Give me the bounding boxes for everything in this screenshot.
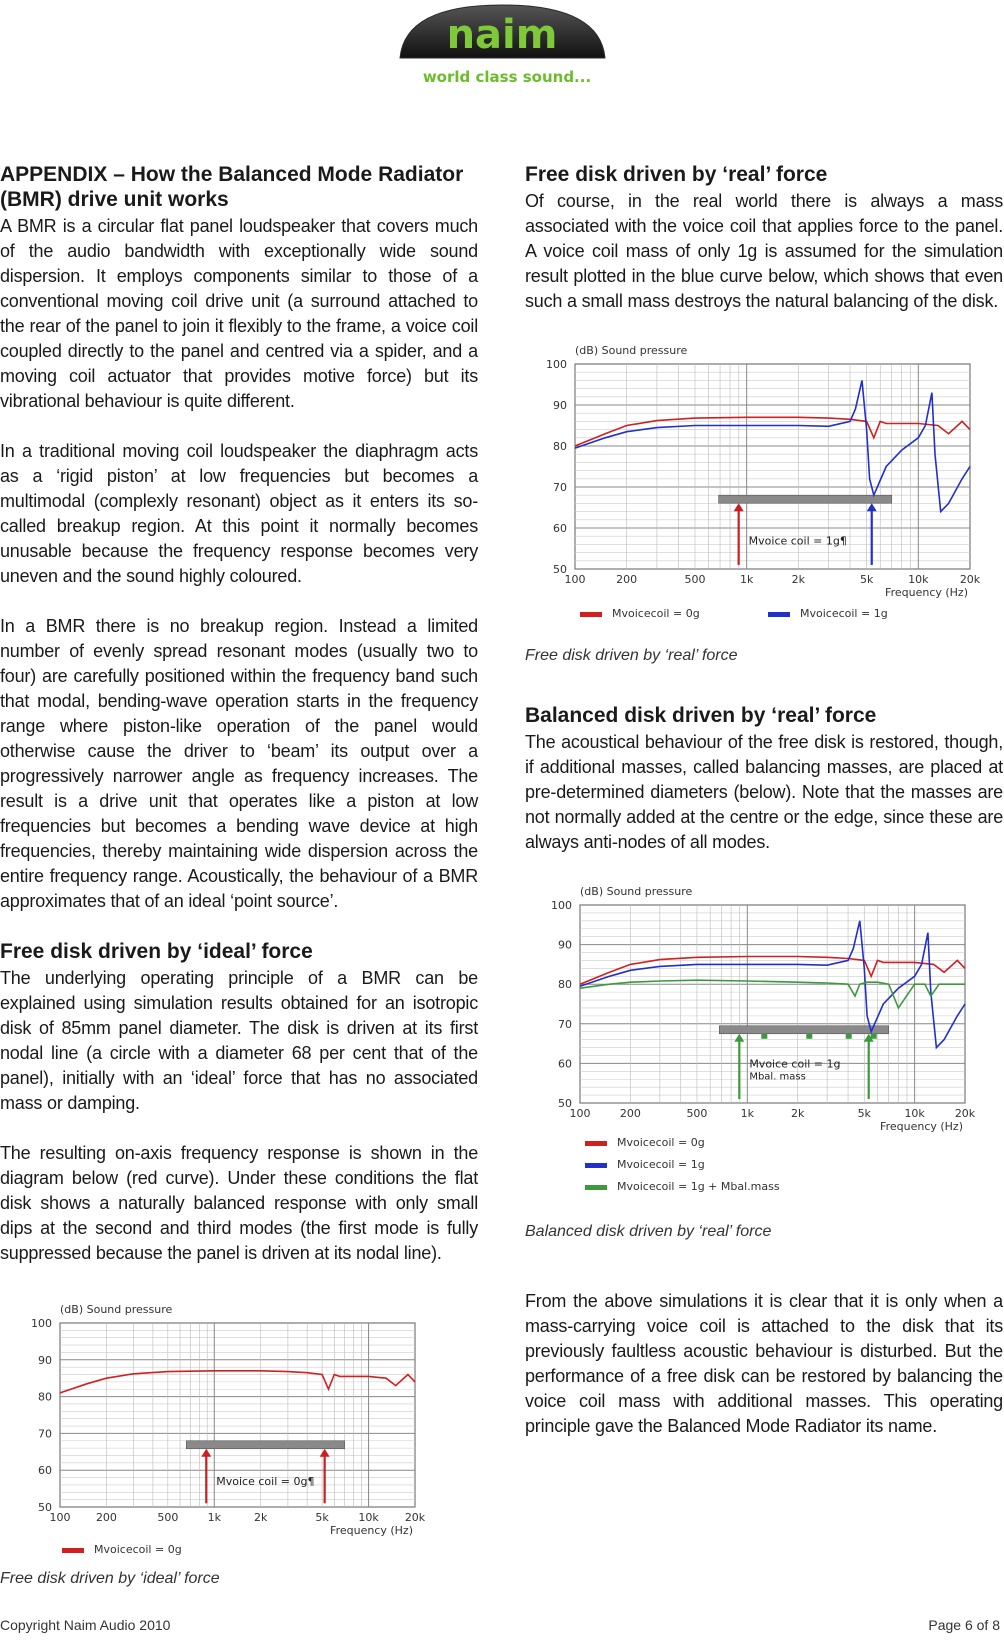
x-tick-label: 200: [616, 573, 638, 586]
x-tick-label: 2k: [791, 573, 806, 586]
right-column: [525, 162, 1003, 1464]
legend-swatch: [585, 1141, 607, 1146]
principle-paragraph: The underlying operating principle of a BMR can be explained using simulation results obtained for an isotropic disk of 85mm panel diameter. The disk is driven at its first nodal line (a circle with a diameter 68 per cent that of the panel), initially with an ‘ideal’ force that has no associated mass or damping.: [0, 968, 478, 1113]
legend-swatch: [580, 612, 602, 617]
y-tick-label: 90: [558, 938, 572, 952]
intro-paragraph: A BMR is a circular flat panel loudspeaker that covers much of the audio bandwidth with exceptionally wide sound dispersion. It employs components similar to those of a conventional moving coil drive unit (a surround attached to the rear of the panel to join it flexibly to the frame, a voice coil coupled directly to the panel and centred via a spider, and a moving coil actuator that provides motive force) but its vibrational behaviour is quite different.: [0, 216, 478, 411]
legend-swatch: [585, 1163, 607, 1168]
balanced-heading: Balanced disk driven by ‘real’ force: [525, 704, 877, 727]
x-tick-label: 10k: [908, 573, 929, 586]
y-tick-label: 90: [553, 399, 567, 412]
chart-title: (dB) Sound pressure: [575, 344, 688, 357]
chart-title: (dB) Sound pressure: [60, 1303, 173, 1316]
chart-ideal-force: [0, 1295, 478, 1570]
x-tick-label: 500: [684, 573, 706, 586]
legend-label: Mvoicecoil = 0g: [94, 1543, 182, 1556]
balancing-mass: [846, 1034, 852, 1039]
appendix-heading: APPENDIX – How the Balanced Mode Radiator (BMR) drive unit works: [0, 163, 464, 211]
piston-paragraph: In a traditional moving coil loudspeaker the diaphragm acts as a ‘rigid piston’ at low frequencies but becomes a multimodal (complexly resonant) object as it enters its so-called breakup region. At this point it normally becomes unusable because the frequency response becomes very uneven and the sound highly coloured.: [0, 441, 478, 586]
y-tick-label: 80: [553, 440, 567, 453]
balancing-mass: [761, 1034, 767, 1039]
legend-swatch: [62, 1548, 84, 1553]
y-tick-label: 70: [558, 1017, 572, 1031]
brand-tagline: world class sound...: [422, 68, 592, 86]
x-axis-label: Frequency (Hz): [330, 1524, 413, 1537]
bmr-paragraph: In a BMR there is no breakup region. Instead a limited number of evenly spread resonant modes (usually two to four) are carefully positioned within the frequency band such that modal, bending-wave operation starts in the frequency range where piston-like operation of the panel would otherwise cause the driver to ‘beam’ its output over a progressively narrower angle as frequency increases. The result is a drive unit that operates like a piston at low frequencies but becomes a bending wave device at high frequencies, thereby maintaining wide dispersion across the entire frequency range. Acoustically, the behaviour of a BMR approximates that of an ideal ‘point source’.: [0, 616, 478, 911]
balancing-mass: [806, 1034, 812, 1039]
x-tick-label: 20k: [404, 1511, 426, 1524]
x-axis-label: Frequency (Hz): [885, 586, 968, 599]
y-tick-label: 60: [553, 522, 567, 535]
voice-coil-annotation: Mvoice coil = 1g: [749, 1057, 841, 1071]
x-tick-label: 1k: [740, 1107, 755, 1120]
x-tick-label: 5k: [859, 573, 874, 586]
legend-label: Mvoicecoil = 1g: [617, 1158, 705, 1171]
voice-coil-annotation: Mvoice coil = 0g¶: [216, 1474, 315, 1488]
y-tick-label: 70: [38, 1427, 52, 1441]
x-tick-label: 100: [569, 1107, 591, 1120]
y-tick-label: 100: [551, 899, 572, 912]
x-tick-label: 5k: [857, 1107, 871, 1120]
x-tick-label: 20k: [954, 1107, 976, 1120]
naim-logo: [395, 0, 610, 95]
x-tick-label: 200: [95, 1511, 117, 1524]
y-tick-label: 100: [546, 358, 567, 371]
chart-real-force: [525, 339, 1003, 639]
real-force-paragraph: Of course, in the real world there is always a mass associated with the voice coil that applies force to the panel. A voice coil mass of only 1g is assumed for the simulation result plotted in the blue curve below, which shows that even such a small mass destroys the natural balancing of the disk.: [525, 191, 1003, 311]
x-tick-label: 2k: [254, 1511, 268, 1524]
panel-bar: [719, 1026, 888, 1034]
x-tick-label: 5k: [315, 1511, 329, 1524]
copyright-footer: Copyright Naim Audio 2010: [0, 1617, 171, 1633]
panel-bar: [186, 1441, 344, 1449]
legend-swatch: [585, 1185, 607, 1190]
y-tick-label: 70: [553, 481, 567, 494]
voice-coil-annotation: Mvoice coil = 1g¶: [748, 534, 847, 548]
x-axis-label: Frequency (Hz): [880, 1120, 963, 1133]
y-tick-label: 90: [38, 1353, 52, 1367]
balanced-paragraph: The acoustical behaviour of the free disk is restored, though, if additional masses, called balancing masses, are placed at pre-determined diameters (below). Note that the masses are not normally added at the centre or the edge, since these are always anti-nodes of all modes.: [525, 732, 1003, 852]
y-tick-label: 60: [558, 1057, 572, 1071]
brand-wordmark: naim: [446, 12, 558, 58]
x-tick-label: 20k: [959, 573, 981, 586]
balancing-mass: [871, 1034, 877, 1039]
real-force-heading: Free disk driven by ‘real’ force: [525, 163, 828, 186]
x-tick-label: 500: [157, 1511, 179, 1524]
y-tick-label: 80: [38, 1390, 52, 1404]
y-tick-label: 50: [38, 1501, 52, 1514]
x-tick-label: 200: [619, 1107, 641, 1120]
ideal-force-heading: Free disk driven by ‘ideal’ force: [0, 940, 313, 963]
balance-mass-annotation: Mbal. mass: [749, 1071, 806, 1083]
y-tick-label: 80: [558, 978, 572, 992]
chart-title: (dB) Sound pressure: [580, 885, 693, 898]
caption-balanced: Balanced disk driven by ‘real’ force: [525, 1223, 772, 1240]
panel-bar: [719, 495, 892, 503]
chart-balanced: [525, 880, 1003, 1215]
x-tick-label: 500: [686, 1107, 708, 1120]
y-tick-label: 50: [558, 1097, 572, 1110]
x-tick-label: 100: [564, 573, 586, 586]
x-tick-label: 2k: [790, 1107, 805, 1120]
x-tick-label: 1k: [207, 1511, 221, 1524]
x-tick-label: 10k: [358, 1511, 379, 1524]
caption-ideal-force: Free disk driven by ‘ideal’ force: [0, 1570, 220, 1587]
legend-swatch: [768, 612, 790, 617]
y-tick-label: 100: [31, 1317, 52, 1330]
left-column: [0, 162, 478, 1588]
legend-label: Mvoicecoil = 1g: [800, 607, 888, 620]
legend-label: Mvoicecoil = 1g + Mbal.mass: [617, 1180, 780, 1193]
response-paragraph: The resulting on-axis frequency response is shown in the diagram below (red curve). Under these conditions the flat disk shows a naturally balanced response with only small dips at the second and third modes (the first mode is fully suppressed because the panel is driven at its nodal line).: [0, 1143, 478, 1263]
x-tick-label: 10k: [904, 1107, 925, 1120]
x-tick-label: 100: [49, 1511, 71, 1524]
y-tick-label: 50: [553, 563, 567, 576]
page-number: Page 6 of 8: [928, 1617, 1000, 1633]
caption-real-force: Free disk driven by ‘real’ force: [525, 647, 738, 664]
conclusion-paragraph: From the above simulations it is clear that it is only when a mass-carrying voice coil is attached to the disk that its previously faultless acoustic behaviour is disturbed. But the performance of a free disk can be restored by balancing the voice coil mass with additional masses. This operating principle gave the Balanced Mode Radiator its name.: [525, 1291, 1003, 1436]
y-tick-label: 60: [38, 1464, 52, 1478]
x-tick-label: 1k: [739, 573, 754, 586]
legend-label: Mvoicecoil = 0g: [617, 1136, 705, 1149]
legend-label: Mvoicecoil = 0g: [612, 607, 700, 620]
